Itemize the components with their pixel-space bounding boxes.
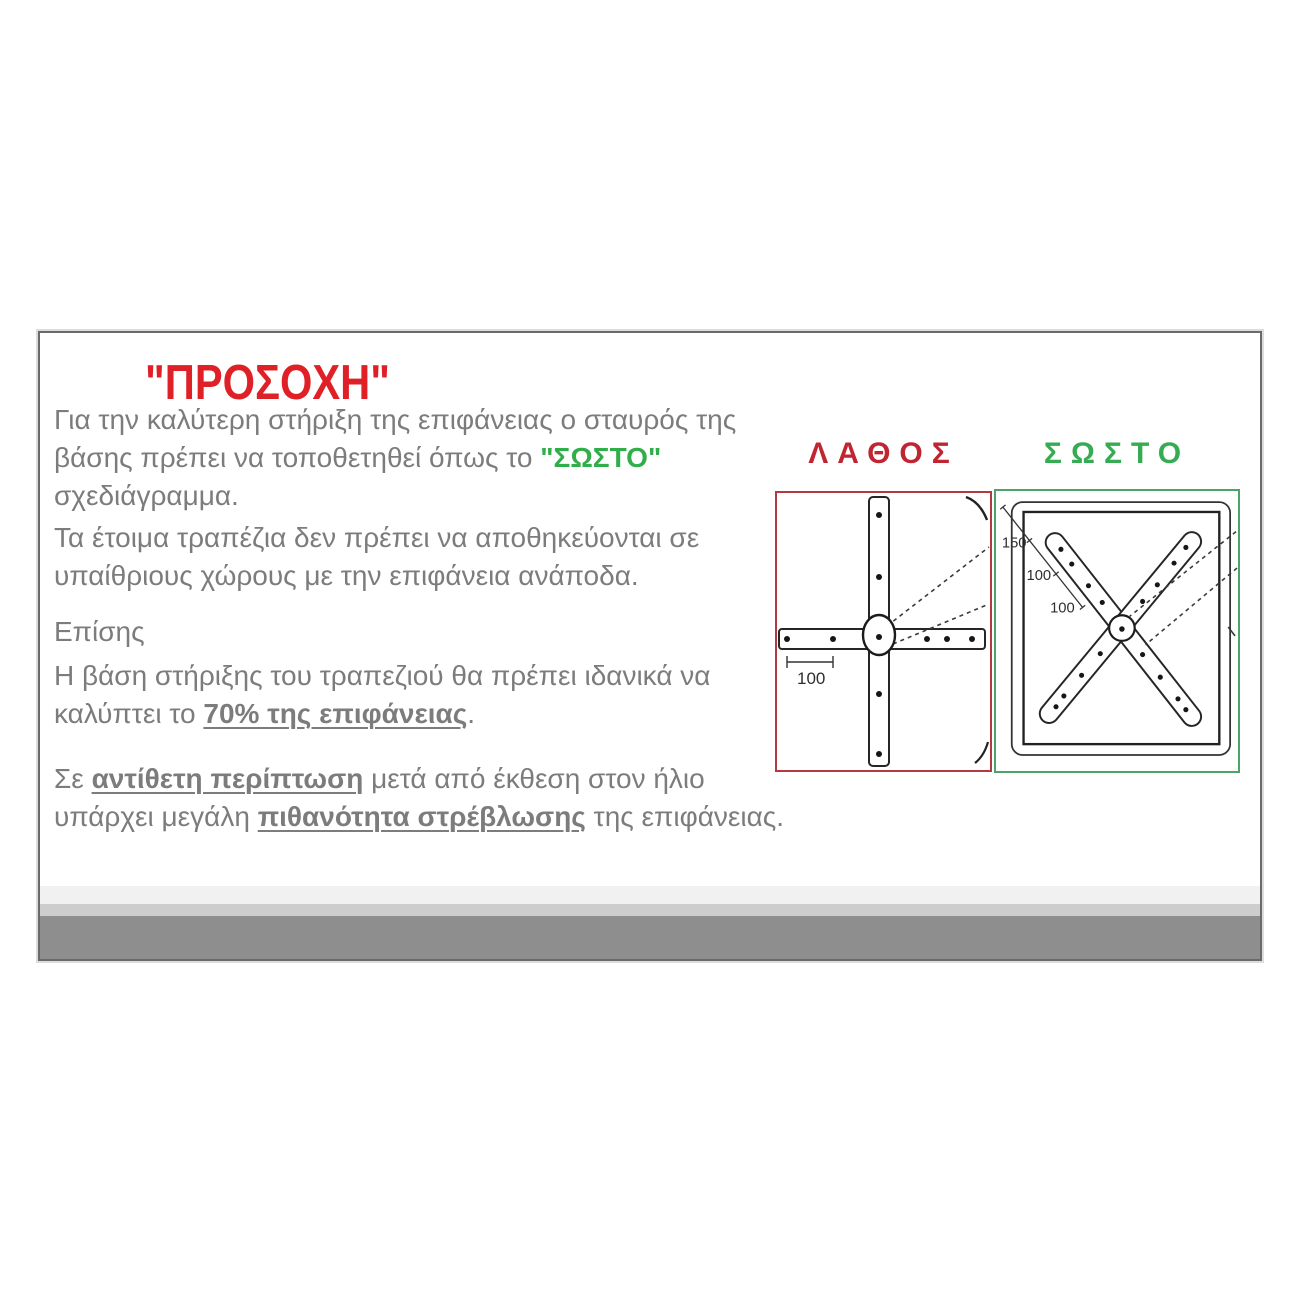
label-correct: ΣΩΣΤΟ [1043, 437, 1191, 470]
dimension-label: 100 [797, 669, 826, 688]
text-segment: της επιφάνειας. [585, 801, 785, 832]
text-segment: 70% της επιφάνειας [203, 698, 468, 729]
text-segment: πιθανότητα στρέβλωσης [257, 801, 586, 832]
text-segment: Τα έτοιμα τραπέζια δεν πρέπει να αποθηκεύονται σε υπαίθριους χώρους με την επιφάνεια ανάποδα. [54, 522, 700, 591]
text-segment: "ΣΩΣΤΟ" [540, 442, 662, 473]
table-corner-arc-bottom [975, 742, 988, 763]
card-content [40, 333, 1260, 886]
edge-tick-mark [1228, 627, 1235, 636]
text-segment: Η βάση στήριξης του τραπεζιού θα πρέπει ιδανικά να καλύπτει το [54, 660, 711, 729]
notice-card [38, 331, 1262, 961]
dimension-line [787, 656, 833, 668]
dimension-label-100a: 100 [1026, 567, 1052, 584]
paragraph-storage [54, 519, 804, 595]
diagram-correct-cross-base [994, 489, 1240, 773]
center-hole [1119, 626, 1125, 632]
text-segment: Επίσης [54, 616, 145, 647]
dimension-label-100b: 100 [1050, 600, 1075, 617]
footer-strip-mid [40, 904, 1260, 916]
paragraph-warping-warning [54, 760, 804, 836]
text-segment: Για την καλύτερη στήριξη της επιφάνειας ο σταυρός της βάσης πρέπει να τοποθετηθεί όπως το [54, 404, 737, 473]
footer-strip-light [40, 886, 1260, 904]
text-segment: μετά από έκθεση στον ήλιο υπάρχει μεγάλη [54, 763, 705, 832]
correct-diagram-drawing [996, 491, 1238, 771]
text-segment: . [467, 698, 476, 729]
paragraph-coverage [54, 657, 804, 733]
label-wrong: ΛΑΘΟΣ [808, 437, 959, 470]
text-segment: Σε [54, 763, 92, 794]
paragraph-placement [54, 401, 804, 515]
diagonal-dashed-line-upper [887, 547, 989, 626]
table-corner-arc-top [966, 497, 987, 520]
diagram-wrong-cross-base [775, 491, 992, 772]
dimension-label-150: 150 [1001, 535, 1027, 552]
page-title: "ΠΡΟΣΟΧΗ" [145, 356, 390, 410]
paragraph-also [54, 613, 804, 651]
wrong-diagram-drawing [777, 493, 990, 770]
footer-strip-dark [40, 916, 1260, 959]
text-segment: σχεδιάγραμμα. [54, 480, 239, 511]
text-segment: αντίθετη περίπτωση [91, 763, 364, 794]
